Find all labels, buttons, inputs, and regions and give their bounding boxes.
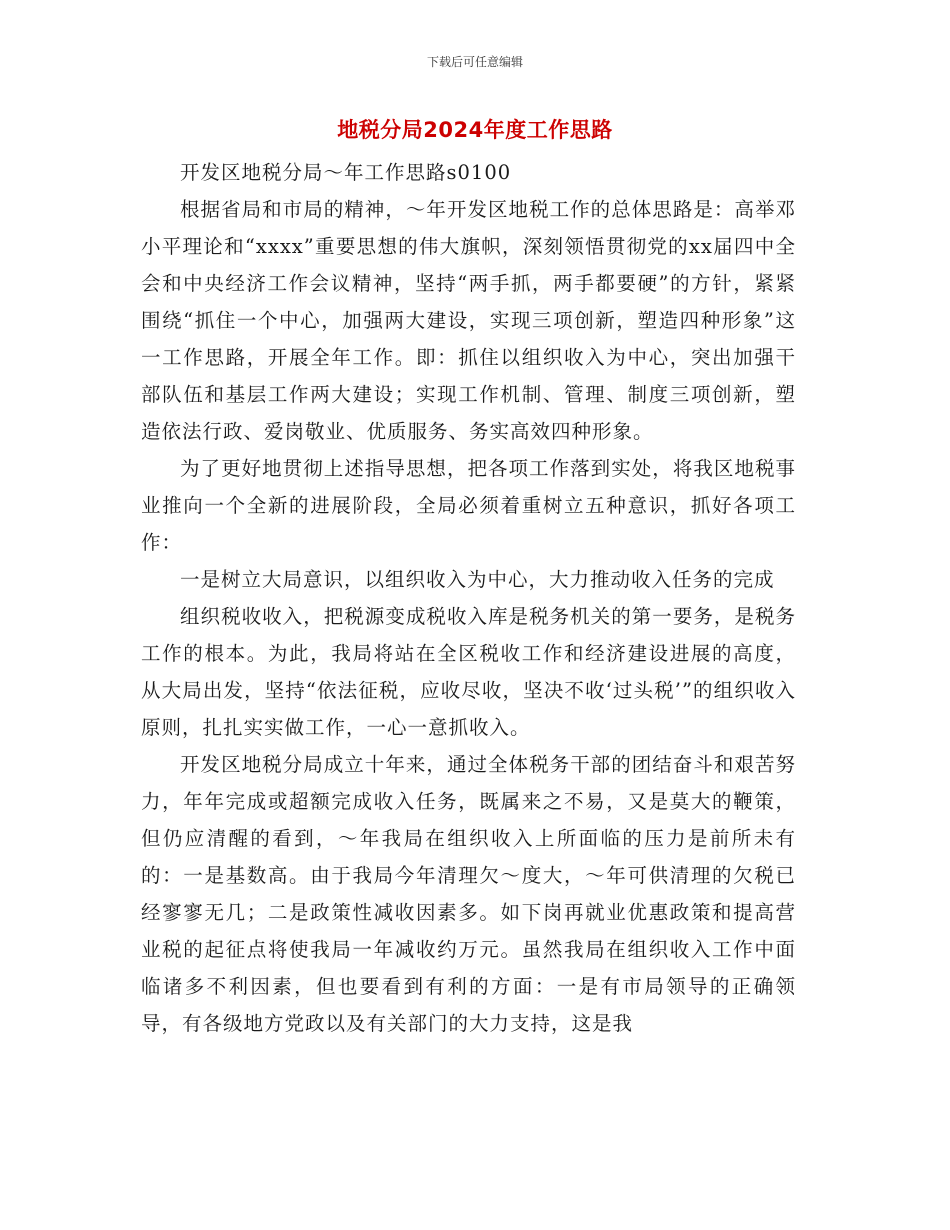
header-note: 下载后可任意编辑 bbox=[426, 55, 523, 69]
document-body bbox=[141, 154, 796, 1042]
document-title: 地税分局2024年度工作思路 bbox=[337, 118, 613, 142]
paragraph: 为了更好地贯彻上述指导思想，把各项工作落到实处，将我区地税事业推向一个全新的进展阶段，全局必须着重树立五种意识，抓好各项工作： bbox=[141, 457, 796, 554]
paragraph: 一是树立大局意识，以组织收入为中心，大力推动收入任务的完成 bbox=[180, 568, 775, 591]
paragraph: 组织税收收入，把税源变成税收入库是税务机关的第一要务，是税务工作的根本。为此，我局将站在全区税收工作和经济建设进展的高度，从大局出发，坚持“依法征税，应收尽收，坚决不收‘过头税’”的组织收入原则，扎扎实实做工作，一心一意抓收入。 bbox=[141, 605, 796, 739]
paragraph: 开发区地税分局成立十年来，通过全体税务干部的团结奋斗和艰苦努力，年年完成或超额完成收入任务，既属来之不易，又是莫大的鞭策，但仍应清醒的看到，～年我局在组织收入上所面临的压力是前所未有的：一是基数高。由于我局今年清理欠～度大，～年可供清理的欠税已经寥寥无几；二是政策性减收因素多。如下岗再就业优惠政策和提高营业税的起征点将使我局一年减收约万元。虽然我局在组织收入工作中面临诸多不利因素，但也要看到有利的方面：一是有市局领导的正确领导，有各级地方党政以及有关部门的大力支持，这是我 bbox=[141, 753, 796, 1035]
paragraph: 根据省局和市局的精神，～年开发区地税工作的总体思路是：高举邓小平理论和“xxxx”重要思想的伟大旗帜，深刻领悟贯彻党的xx届四中全会和中央经济工作会议精神，坚持“两手抓，两手都要硬”的方针，紧紧围绕“抓住一个中心，加强两大建设，实现三项创新，塑造四种形象”这一工作思路，开展全年工作。即：抓住以组织收入为中心，突出加强干部队伍和基层工作两大建设；实现工作机制、管理、制度三项创新，塑造依法行政、爱岗敬业、优质服务、务实高效四种形象。 bbox=[141, 198, 796, 443]
paragraph-subtitle: 开发区地税分局～年工作思路s0100 bbox=[180, 161, 512, 184]
